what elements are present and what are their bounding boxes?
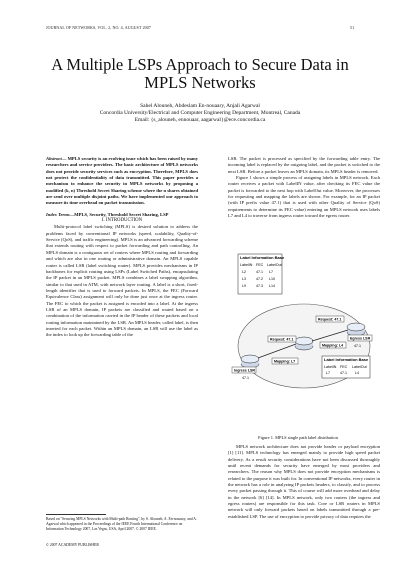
mpls-label-diagram (228, 246, 380, 432)
abstract-label: Abstract— (46, 156, 67, 161)
lib-cell: L2 (242, 270, 246, 274)
lib-cell: 47.3 (256, 284, 263, 288)
ingress-router (241, 355, 259, 368)
lib-cell: L3 (242, 277, 246, 281)
abstract-text: MPLS security is an evolving issue which has been raised by many researchers and service providers. The basic architecture of MPLS networks does not provide security services such as encryption. Therefore, MPLS does not protect the confidentiality of data transmitted. This paper provides a mechanism to enhance the security in MPLS networks by proposing a modified (k, n) Threshold Secret Sharing scheme where the n shares obtained are send over multiple disjoint paths. We have implemented our approach to measure its time overhead on packet transmission. (46, 156, 198, 206)
right-paragraph-2: Figure 1 shows a simple process of assigning labels in MPLS network. Each router receives a packet with LabelIN value, after checking its FEC value the packet is forwarded to the next hop with LabelOut value. Moreover, the processes for requesting and mapping the labels are shown. For example, for an IP packet (with IP prefix value 47.1) that is used with other Quality of Service (QoS) requirements to determine its FEC value) entering an MPLS network uses labels L7 and L4 to traverse from ingress router toward the egress router. (228, 175, 380, 219)
lib-col-labelout: LabelOut (267, 263, 282, 267)
lib-right-col-out: LabelOut (352, 365, 367, 369)
index-terms-text: MPLS, Security, Threshold Secret Sharing, LSP (74, 211, 169, 217)
request-label-2: Request: 47.1 (318, 317, 342, 322)
paper-title (0, 56, 400, 92)
mapping-label-1: Mapping: L7 (274, 359, 296, 364)
mapping-label-2: Mapping: L4 (322, 343, 344, 348)
right-paragraph-1: LSR. The packet is processed as specified by the forwarding table entry. The incoming label is replaced by the outgoing label, and the packet is switched to the next LSR. Before a packet leaves an MPLS domain, its MPLS header is removed. (228, 156, 380, 174)
lib-right-cell-fec: 47.1 (340, 371, 347, 375)
left-column (46, 156, 198, 339)
right-column-top (228, 156, 380, 219)
core-router (295, 337, 313, 350)
lib-cell: L9 (242, 284, 246, 288)
lib-table-left (238, 254, 282, 294)
abstract (46, 156, 198, 207)
page-number: 51 (350, 25, 355, 30)
right-paragraph-3: MPLS network architecture does not provide header or payload encryption [1] [11]. MPLS technology has emerged mainly to provide high speed packet delivery. As a result security considerations have not been discussed thoroughly until recent demands for security have emerged by most providers and researchers. The reason why MPLS does not provide encryption mechanisms is related to the purpose it was built for. In conventional IP networks, every router in the network has a role in analyzing IP packets headers, to classify, and to process every packet passing through it. This of course will add more overhead and delay in the network [6] [14]. In MPLS network, only two routers (the ingress and egress routers) are responsible for this task. Core or LSR routers in MPLS network will only forward packets based on labels transmitted through a pre-established LSP. The use of encryption to provide privacy of data requires the (228, 444, 380, 519)
ingress-label: Ingress LSR (234, 368, 255, 373)
section-heading: I. INTRODUCTION (101, 218, 143, 224)
lib-right-cell-in: L7 (326, 371, 330, 375)
lib-right-title: Label Information Base (324, 357, 369, 362)
footnote-rule (46, 514, 106, 515)
title-line-1: A Multiple LSPs Approach to Secure Data in (51, 55, 349, 74)
ingress-prefix: 47.1 (242, 376, 249, 380)
lib-col-labelin: LabelIN (240, 263, 253, 267)
authors: Sahel Alouneh, Abdeslam En-nouaary, Anjali Agarwal (140, 103, 260, 109)
index-terms-label: Index Terms— (46, 211, 75, 217)
egress-prefix: 47.1 (354, 344, 361, 348)
lib-cell: 47.2 (256, 277, 263, 281)
intro-paragraph: Multi-protocol label switching (MPLS) is desired solution to address the problems faced by conventional IP networks (speed, scalability, Quality-of-Service (QoS), and traffic engineering). MPLS is an advanced forwarding scheme that extends routing with respect to packet forwarding and path controlling. An MPLS domain is a contiguous set of routers where MPLS routing and forwarding and which are also in one routing or administrative domain. An MPLS capable router is called LSR (label switching router). MPLS provides mechanisms in IP backbones for explicit routing using LSPs (Label Switched Paths), encapsulating the IP packet in an MPLS packet. MPLS combines a label swapping algorithm, similar to that used in ATM, with network layer routing. A label is a short, fixed-length identifier that is used to forward packets. In MPLS, the FEC (Forward Equivalence Class) assignment will only be done just once at the ingress router. The FEC to which the packet is assigned is encoded into a label. At the ingress LSR of an MPLS domain, IP packets are classified and routed based on a combination of the information carried in the IP header of these packets and local routing information maintained by the LSR. An MPLS header, called label, is then inserted for each packet. Within an MPLS domain, an LSR will use the label as the index to look up the forwarding table of the (46, 224, 198, 338)
affiliation: Concordia University/Electrical and Computer Engineering Department, Montreal, Canada (99, 110, 301, 116)
figure-caption: Figure 1. MPLS single path label distribution (258, 435, 338, 440)
request-label-1: Request: 47.1 (270, 337, 294, 342)
journal-header: JOURNAL OF NETWORKS, VOL. 2, NO. 4, AUGUST 2007 (46, 25, 151, 30)
right-column-bottom (228, 444, 380, 520)
lib-cell: L7 (269, 270, 273, 274)
lib-col-fec: FEC (256, 263, 264, 267)
egress-label: Egress LSR (350, 336, 371, 341)
lib-table-title: Label Information Base (240, 255, 285, 260)
lib-right-col-in: LabelIN (324, 365, 337, 369)
email: Email: {s_alouneh, ennouaar, aagarwal}@ece.concordia.ca (134, 117, 266, 123)
title-line-2: MPLS Networks (144, 73, 256, 92)
lib-cell: L10 (269, 277, 275, 281)
copyright: © 2007 ACADEMY PUBLISHER (46, 543, 99, 547)
lib-cell: 47.1 (256, 270, 263, 274)
lib-cell: L14 (269, 284, 275, 288)
lib-right-col-fec: FEC (340, 365, 348, 369)
egress-router (347, 323, 365, 336)
footnote: Based on "Securing MPLS Networks with Multi-path Routing", by S. Alouneh, A. En-nouaary, and A. Agarwal which appeared in the Proceedings of the IEEE Fourth International Conference on Information Technology 2007, Las Vegas, USA, April 2007. © 2007 IEEE. (46, 517, 197, 531)
lib-right-cell-out: L4 (355, 371, 359, 375)
